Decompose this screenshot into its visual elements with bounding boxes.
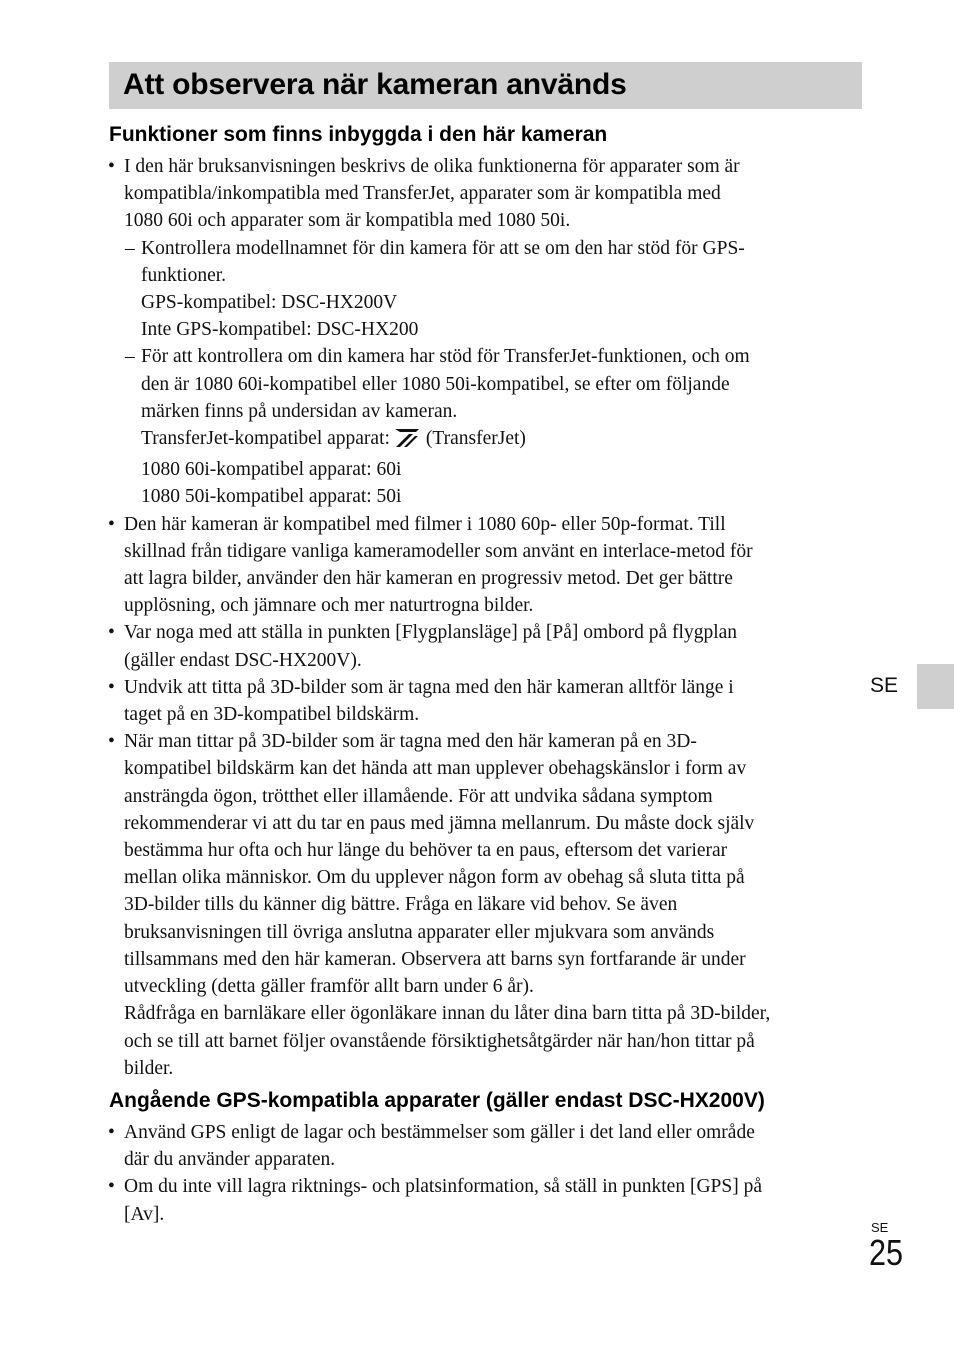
section-heading-functions: Funktioner som finns inbyggda i den här kameran bbox=[109, 123, 608, 146]
text-line: • Var noga med att ställa in punkten [Flygplansläge] på [På] ombord på flygplan bbox=[124, 622, 738, 644]
dash-item bbox=[108, 235, 868, 344]
section-body-gps bbox=[108, 1119, 868, 1228]
text-line: Inte GPS-kompatibel: DSC-HX200 bbox=[141, 319, 419, 341]
text-line: kompatibel bildskärm kan det hända att man upplever obehagskänslor i form av bbox=[124, 758, 747, 780]
text-line: • När man tittar på 3D-bilder som är tagna med den här kameran på en 3D- bbox=[124, 731, 697, 753]
text-line: GPS-kompatibel: DSC-HX200V bbox=[141, 292, 398, 314]
page-title: Att observera när kameran används bbox=[123, 68, 627, 101]
text-line: [Av]. bbox=[124, 1203, 165, 1225]
text-line: skillnad från tidigare vanliga kameramodeller som använt en interlace-metod för bbox=[124, 540, 753, 562]
bullet-item bbox=[108, 511, 868, 620]
text-line: (gäller endast DSC-HX200V). bbox=[124, 649, 362, 671]
text-line: • Använd GPS enligt de lagar och bestämmelser som gäller i det land eller område bbox=[124, 1122, 755, 1143]
text-line: märken finns på undersidan av kameran. bbox=[141, 400, 458, 422]
text-line: bruksanvisningen till övriga anslutna apparater eller mjukvara som används bbox=[124, 921, 715, 943]
text-line: 1080 60i och apparater som är kompatibla med 1080 50i. bbox=[124, 210, 571, 232]
transferjet-logo-icon bbox=[394, 428, 420, 456]
section-heading-gps: Angående GPS-kompatibla apparater (gäller endast DSC-HX200V) bbox=[109, 1089, 765, 1112]
footer-language: SE bbox=[871, 1220, 889, 1235]
bullet-item bbox=[108, 619, 868, 673]
bullet-item bbox=[108, 1173, 868, 1227]
text-line: 1080 50i-kompatibel apparat: 50i bbox=[141, 486, 402, 508]
text-line: Kontrollera modellnamnet för din kamera för att se om den har stöd för GPS- bbox=[141, 237, 745, 259]
page-number: 25 bbox=[869, 1232, 904, 1273]
bullet-item bbox=[108, 728, 868, 1082]
text-line: 1080 60i-kompatibel apparat: 60i bbox=[141, 459, 402, 481]
text-line: För att kontrollera om din kamera har stöd för TransferJet-funktionen, och om bbox=[141, 346, 750, 368]
text-line: taget på en 3D-kompatibel bildskärm. bbox=[124, 704, 420, 726]
title-bar bbox=[109, 62, 862, 109]
text-line: bilder. bbox=[124, 1057, 174, 1079]
text-line: tillsammans med den här kameran. Observera att barns syn fortfarande är under bbox=[124, 948, 746, 970]
text-line: • Om du inte vill lagra riktnings- och platsinformation, så ställ in punkten [GPS] på bbox=[124, 1176, 762, 1198]
transferjet-label: TransferJet-kompatibel apparat: bbox=[141, 428, 390, 450]
text-line: kompatibla/inkompatibla med TransferJet, apparater som är kompatibla med bbox=[124, 183, 721, 205]
text-line: bestämma hur ofta och hur länge du behöver ta en paus, eftersom det varierar bbox=[124, 840, 728, 862]
text-line: och se till att barnet följer ovanstående försiktighetsåtgärder när han/hon tittar på bbox=[124, 1030, 755, 1052]
text-line: rekommenderar vi att du tar en paus med jämna mellanrum. Du måste dock själv bbox=[124, 812, 755, 834]
bullet-item bbox=[108, 674, 868, 728]
text-line: 3D-bilder tills du känner dig bättre. Fråga en läkare vid behov. Se även bbox=[124, 894, 678, 916]
text-line: • Undvik att titta på 3D-bilder som är tagna med den här kameran alltför länge i bbox=[124, 676, 734, 698]
transferjet-suffix: (TransferJet) bbox=[425, 428, 526, 450]
bullet-item bbox=[108, 153, 868, 235]
text-line: utveckling (detta gäller framför allt barn under 6 år). bbox=[124, 976, 534, 998]
text-line: upplösning, och jämnare och mer naturtrogna bilder. bbox=[124, 595, 534, 617]
text-line: • Den här kameran är kompatibel med filmer i 1080 60p- eller 50p-format. Till bbox=[124, 513, 726, 535]
section-body-functions bbox=[108, 153, 868, 1082]
dash-item bbox=[108, 343, 868, 510]
text-line: att lagra bilder, använder den här kameran en progressiv metod. Det ger bättre bbox=[124, 568, 733, 590]
text-line: • I den här bruksanvisningen beskrivs de olika funktionerna för apparater som är bbox=[124, 156, 740, 177]
dash-marker: – bbox=[125, 346, 135, 368]
text-line: Rådfråga en barnläkare eller ögonläkare innan du låter dina barn titta på 3D-bilder, bbox=[124, 1003, 771, 1025]
language-tab-marker bbox=[917, 664, 954, 709]
text-line: ansträngda ögon, trötthet eller illamående. För att undvika sådana symptom bbox=[124, 785, 713, 807]
text-line: mellan olika människor. Om du upplever någon form av obehag så sluta titta på bbox=[124, 867, 745, 889]
dash-marker: – bbox=[125, 237, 135, 259]
bullet-item bbox=[108, 1119, 868, 1173]
text-line: funktioner. bbox=[141, 264, 227, 286]
transferjet-line bbox=[141, 425, 868, 456]
text-line: där du använder apparaten. bbox=[124, 1149, 336, 1171]
language-tab-label: SE bbox=[870, 674, 899, 697]
text-line: den är 1080 60i-kompatibel eller 1080 50i-kompatibel, se efter om följande bbox=[141, 373, 730, 395]
